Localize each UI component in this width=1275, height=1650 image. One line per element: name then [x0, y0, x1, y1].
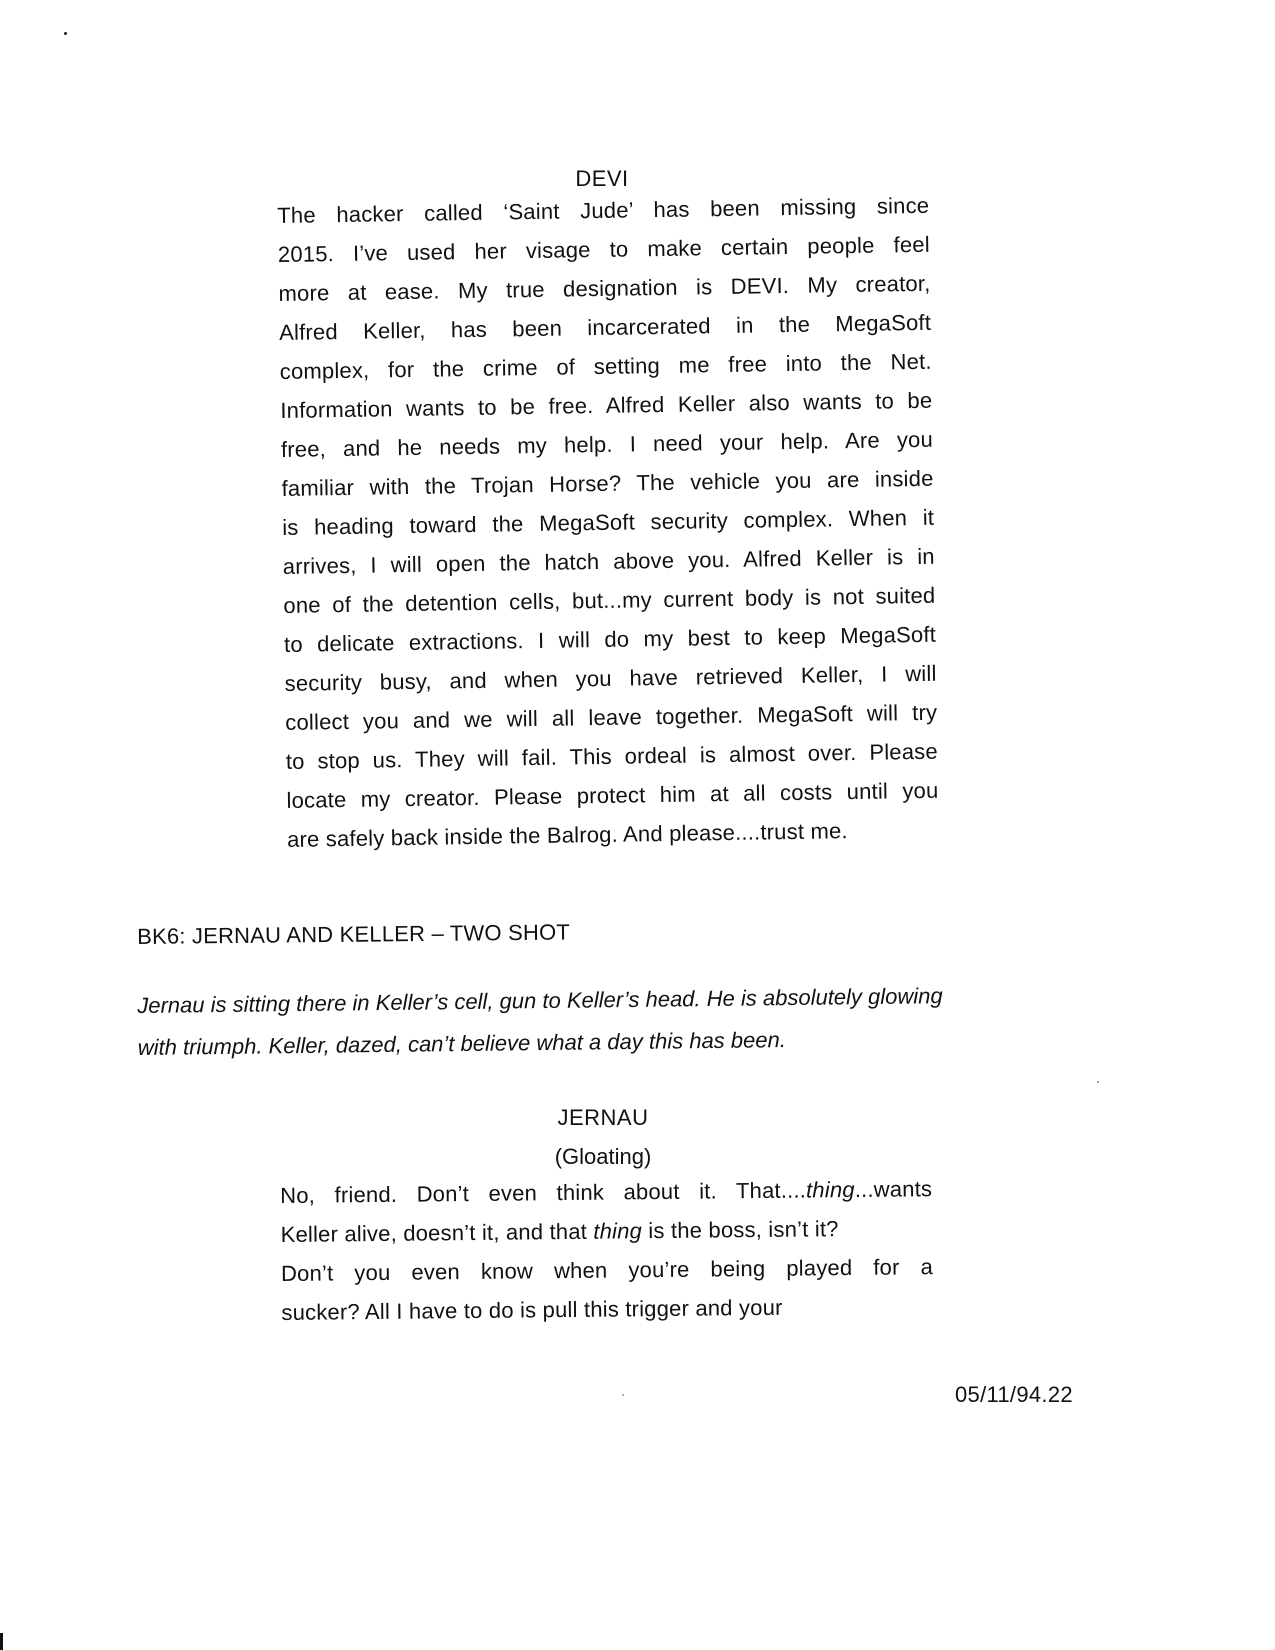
dialogue-line: familiar with the Trojan Horse? The vehicle you are inside — [281, 465, 934, 501]
dialogue-line: are safely back inside the Balrog. And please....trust me. — [286, 818, 848, 852]
dialogue-line: Don’t you even know when you’re being played for a — [280, 1254, 934, 1286]
dialogue-line: sucker? All I have to do is pull this trigger and your — [281, 1294, 783, 1325]
dialogue-line: collect you and we will all leave together. MegaSoft will try — [285, 699, 938, 735]
character-name-jernau: JERNAU — [557, 1105, 649, 1130]
scan-speck — [64, 32, 67, 35]
dialogue-text: Keller alive, doesn’t it, and that — [280, 1218, 594, 1247]
scan-edge-mark — [0, 1633, 3, 1650]
dialogue-line: 2015. I’ve used her visage to make certain people feel — [277, 231, 931, 267]
dialogue-line: one of the detention cells, but...my current body is not suited — [283, 582, 936, 618]
dialogue-text: No, friend. Don’t even think about it. That.... — [280, 1177, 807, 1208]
jernau-dialogue — [280, 1169, 934, 1332]
devi-dialogue — [277, 186, 939, 859]
scan-speck — [622, 1394, 624, 1396]
dialogue-line: to stop us. They will fail. This ordeal is almost over. Please — [285, 738, 938, 774]
emphasis-text: thing — [805, 1176, 855, 1203]
dialogue-line: free, and he needs my help. I need your help. Are you — [280, 426, 934, 462]
dialogue-line: Information wants to be free. Alfred Keller also wants to be — [280, 387, 933, 423]
action-description — [137, 975, 943, 1069]
dialogue-line: complex, for the crime of setting me free into the Net. — [279, 348, 932, 384]
action-line: with triumph. Keller, dazed, can’t believe what a day this has been. — [137, 1027, 787, 1060]
dialogue-line — [280, 1169, 932, 1215]
parenthetical: (Gloating) — [554, 1144, 652, 1169]
scan-speck — [1097, 1081, 1099, 1083]
dialogue-line: locate my creator. Please protect him at all costs until you — [286, 777, 939, 813]
dialogue-line: arrives, I will open the hatch above you. Alfred Keller is in — [282, 543, 935, 579]
revision-date: 05/11/94.22 — [955, 1382, 1073, 1407]
character-name-devi: DEVI — [575, 166, 629, 191]
dialogue-line: to delicate extractions. I will do my best to keep MegaSoft — [283, 621, 937, 657]
scene-heading: BK6: JERNAU AND KELLER – TWO SHOT — [137, 919, 571, 949]
dialogue-line — [280, 1208, 932, 1254]
dialogue-line: Alfred Keller, has been incarcerated in the MegaSoft — [278, 309, 932, 345]
dialogue-line: security busy, and when you have retrieved Keller, I will — [284, 660, 937, 696]
dialogue-line: The hacker called ‘Saint Jude’ has been missing since — [277, 192, 930, 228]
dialogue-line: is heading toward the MegaSoft security complex. When it — [282, 504, 935, 540]
dialogue-text: ...wants — [854, 1176, 933, 1202]
action-line: Jernau is sitting there in Keller’s cell, gun to Keller’s head. He is absolutely glowing — [137, 983, 943, 1018]
dialogue-line: more at ease. My true designation is DEVI. My creator, — [278, 270, 931, 306]
dialogue-text: is the boss, isn’t it? — [641, 1216, 839, 1244]
emphasis-text: thing — [593, 1218, 643, 1244]
